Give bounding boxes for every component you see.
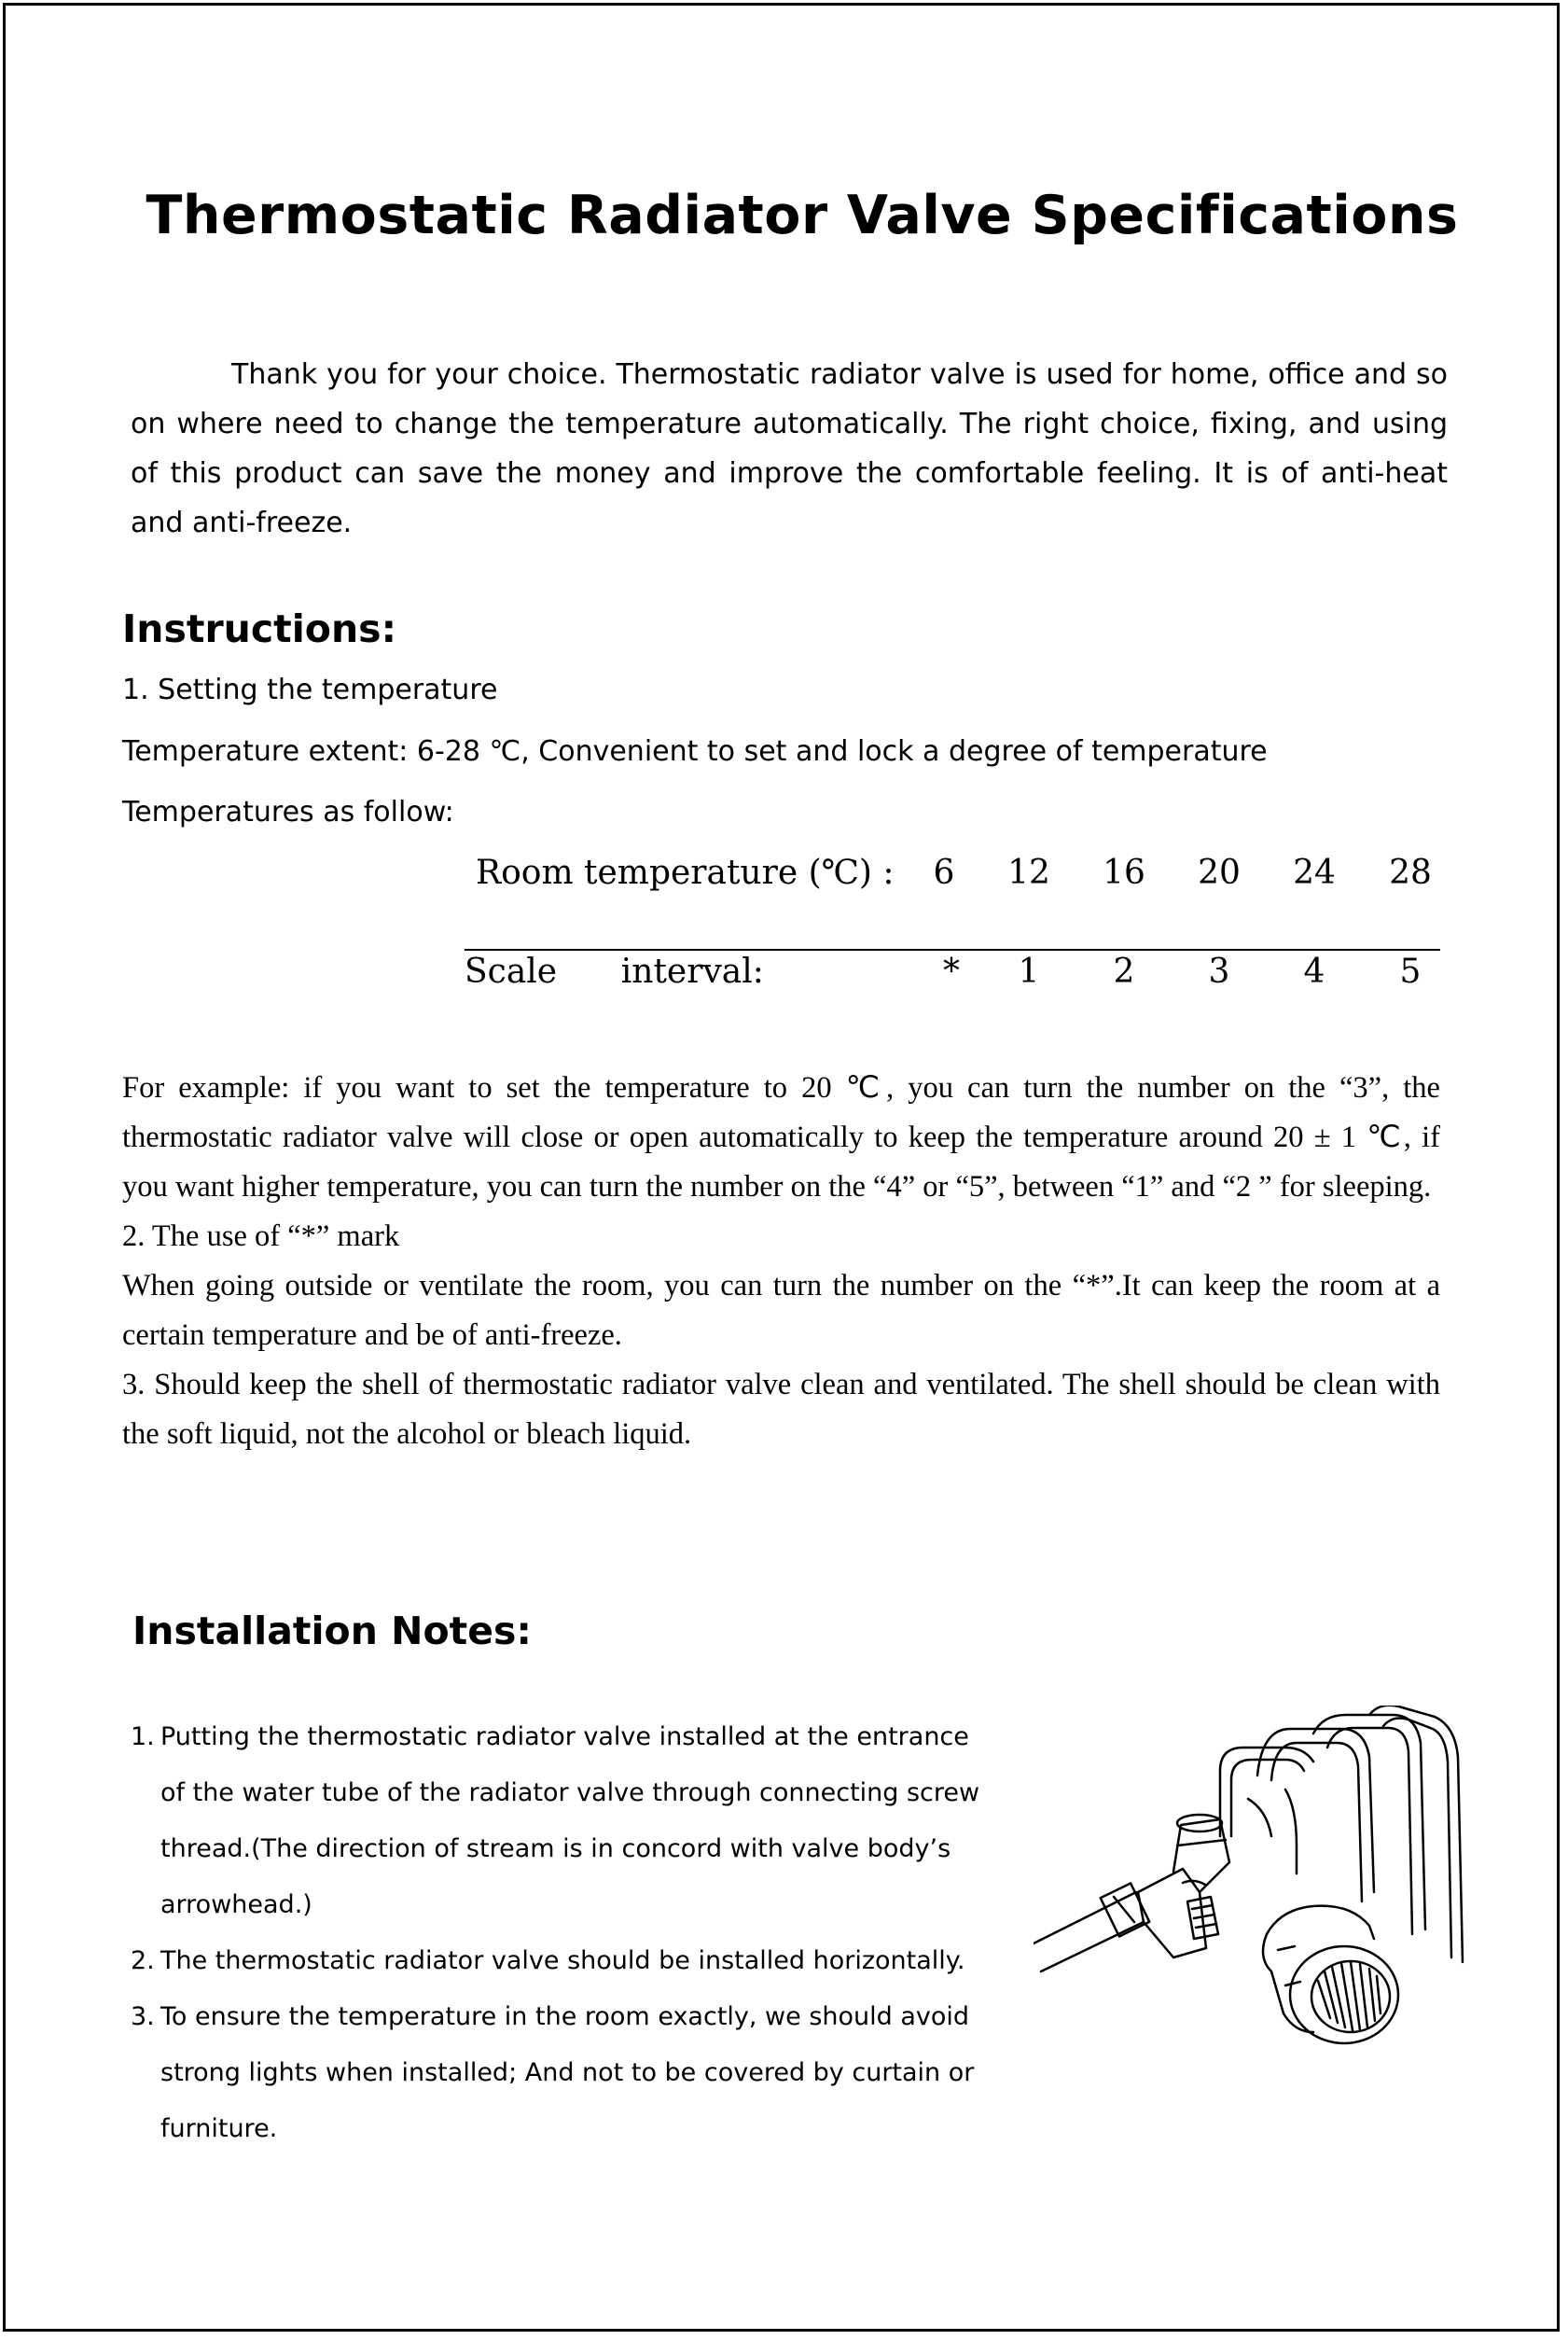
scale-cell: * [943,953,960,991]
list-text: To ensure the temperature in the room exactly, we should avoid strong lights when installed; And not to be covered by curtain or furniture. [160,2002,975,2143]
list-text: The thermostatic radiator valve should be installed horizontally. [160,1946,965,1975]
shell-care-paragraph: 3. Should keep the shell of thermostatic radiator valve clean and ventilated. The shell should be clean with the soft liquid, not the alcohol or bleach liquid. [122,1368,1440,1451]
list-item [131,1933,998,1989]
room-temperature-cell: 28 [1389,854,1432,892]
instruction-item-setting-temperature: 1. Setting the temperature [122,674,498,706]
table-divider [465,949,1440,951]
star-mark-title: 2. The use of “*” mark [122,1219,400,1253]
instructions-heading: Instructions: [122,606,396,651]
scale-interval-row [465,953,1440,999]
list-number: 2. [131,1946,155,1975]
star-mark-paragraph: When going outside or ventilate the room, you can turn the number on the “*”.It can keep the room at a certain temperature and be of anti-freeze. [122,1269,1440,1352]
room-temperature-cell: 12 [1007,854,1050,892]
room-temperature-cell: 24 [1293,854,1336,892]
instructions-body [122,1064,1440,1459]
radiator-valve-illustration [1034,1706,1472,2069]
installation-notes-list [131,1709,998,2157]
scale-cell: 2 [1113,953,1135,991]
temperature-extent-text: Temperature extent: 6-28 ℃, Convenient to set and lock a degree of temperature [122,735,1268,768]
room-temperature-label: Room temperature (℃) : [476,854,895,892]
scale-interval-label: Scale interval: [465,953,764,991]
page-title: Thermostatic Radiator Valve Specifications [146,185,1459,246]
room-temperature-cell: 6 [933,854,955,892]
scale-cell: 1 [1018,953,1040,991]
installation-notes-heading: Installation Notes: [132,1609,532,1653]
intro-paragraph: Thank you for your choice. Thermostatic radiator valve is used for home, office and so on where need to change the temperature automatically. The right choice, fixing, and using of this product can save the money and improve the comfortable feeling. It is of anti-heat and anti-freeze. [131,358,1448,539]
list-text: Putting the thermostatic radiator valve installed at the entrance of the water tube of the radiator valve through connecting screw thread.(The direction of stream is in concord with valve body’s arrowhead.) [160,1722,980,1919]
list-item [131,1989,998,2157]
list-item [131,1709,998,1933]
room-temperature-row [465,854,1440,900]
example-paragraph: For example: if you want to set the temperature to 20 ℃, you can turn the number on the “3”, the thermostatic radiator valve will close or open automatically to keep the temperature around 20 ± 1 ℃, if you want higher temperature, you can turn the number on the “4” or “5”, between “1” and “2 ” for sleeping. [122,1071,1440,1204]
list-number: 1. [131,1722,155,1751]
temperature-scale-table [465,854,1440,1003]
scale-cell: 5 [1399,953,1422,991]
room-temperature-cell: 20 [1198,854,1241,892]
scale-cell: 3 [1208,953,1230,991]
room-temperature-cell: 16 [1103,854,1145,892]
temperatures-follow-text: Temperatures as follow: [122,796,454,829]
scale-cell: 4 [1303,953,1325,991]
list-number: 3. [131,2002,155,2031]
